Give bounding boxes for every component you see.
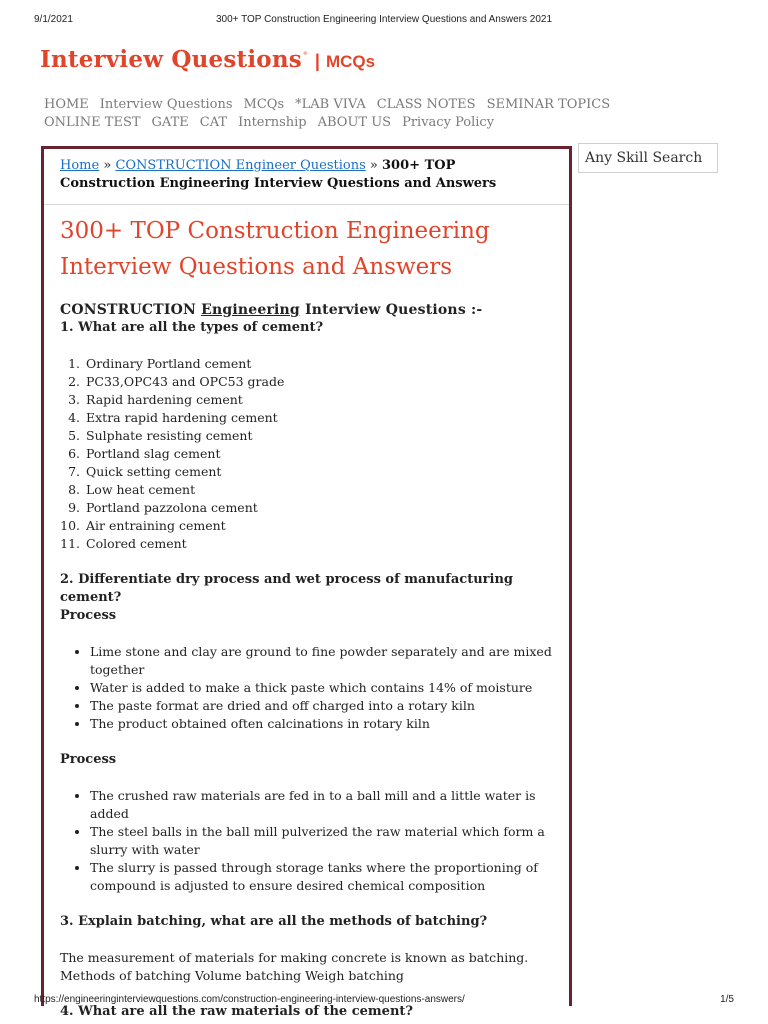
list-item: • Water is added to make a thick paste which contains 14% of moisture bbox=[90, 679, 555, 697]
heading-suffix: Interview Questions :- bbox=[304, 302, 483, 318]
article-body bbox=[60, 301, 555, 1021]
list-item: • The slurry is passed through storage tanks where the proportioning of compound is adjusted to ensure desired chemical composition bbox=[90, 859, 555, 895]
heading-keyword: Engineering bbox=[201, 302, 300, 318]
list-item: 8. Low heat cement bbox=[84, 481, 555, 499]
logo-mcqs[interactable]: MCQs bbox=[325, 52, 376, 71]
answer-3: The measurement of materials for making concrete is known as batching. Methods of batching Volume batching Weigh batching bbox=[60, 950, 529, 983]
list-item: • The crushed raw materials are fed in to a ball mill and a little water is added bbox=[90, 787, 555, 823]
breadcrumb-separator: » bbox=[103, 158, 112, 173]
list-item: 2. PC33,OPC43 and OPC53 grade bbox=[84, 373, 555, 391]
skill-search-input[interactable] bbox=[578, 143, 718, 173]
page-title: 300+ TOP Construction Engineering Interview Questions and Answers bbox=[60, 218, 490, 280]
list-item: 7. Quick setting cement bbox=[84, 463, 555, 481]
list-item: 5. Sulphate resisting cement bbox=[84, 427, 555, 445]
breadcrumb-current: 300+ TOP Construction Engineering Interview Questions and Answers bbox=[60, 158, 497, 191]
wet-process-list bbox=[60, 787, 555, 895]
process-label: Process bbox=[60, 608, 117, 623]
cement-types-list bbox=[60, 355, 555, 553]
logo-trademark: ® bbox=[302, 51, 308, 57]
dry-process-list bbox=[60, 643, 555, 733]
breadcrumb-home-link[interactable]: Home bbox=[60, 158, 100, 173]
nav-item-internship[interactable]: Internship bbox=[238, 115, 307, 130]
breadcrumb bbox=[60, 157, 550, 193]
main-nav bbox=[44, 96, 724, 132]
article-container bbox=[41, 146, 572, 1019]
question-2: 2. Differentiate dry process and wet process of manufacturing cement? bbox=[60, 572, 514, 605]
nav-item-class-notes[interactable]: CLASS NOTES bbox=[376, 97, 476, 112]
breadcrumb-separator: » bbox=[369, 158, 378, 173]
nav-item-interview-questions[interactable]: Interview Questions bbox=[99, 97, 233, 112]
list-item: 6. Portland slag cement bbox=[84, 445, 555, 463]
question-1: 1. What are all the types of cement? bbox=[60, 320, 324, 335]
question-4: 4. What are all the raw materials of the cement? bbox=[60, 1004, 414, 1019]
list-item: 4. Extra rapid hardening cement bbox=[84, 409, 555, 427]
list-item: 10. Air entraining cement bbox=[84, 517, 555, 535]
list-item: 1. Ordinary Portland cement bbox=[84, 355, 555, 373]
print-title: 300+ TOP Construction Engineering Interview Questions and Answers 2021 bbox=[215, 14, 553, 25]
nav-item-online-test[interactable]: ONLINE TEST bbox=[44, 115, 141, 130]
nav-item-cat[interactable]: CAT bbox=[199, 115, 228, 130]
process-label: Process bbox=[60, 752, 117, 767]
nav-item-privacy-policy[interactable]: Privacy Policy bbox=[402, 115, 495, 130]
breadcrumb-divider bbox=[44, 204, 569, 205]
site-logo[interactable] bbox=[40, 46, 375, 82]
logo-text[interactable]: Interview Questions bbox=[40, 46, 302, 73]
list-item: • The paste format are dried and off charged into a rotary kiln bbox=[90, 697, 555, 715]
section-heading bbox=[60, 301, 555, 319]
nav-item-lab-viva[interactable]: *LAB VIVA bbox=[295, 97, 366, 112]
nav-item-gate[interactable]: GATE bbox=[151, 115, 189, 130]
list-item: • The product obtained often calcinations in rotary kiln bbox=[90, 715, 555, 733]
list-item: • Lime stone and clay are ground to fine powder separately and are mixed together bbox=[90, 643, 555, 679]
print-header bbox=[0, 14, 768, 30]
print-footer bbox=[0, 994, 768, 1010]
logo-separator: | bbox=[314, 51, 320, 71]
question-3: 3. Explain batching, what are all the methods of batching? bbox=[60, 914, 488, 929]
list-item: 3. Rapid hardening cement bbox=[84, 391, 555, 409]
nav-item-seminar-topics[interactable]: SEMINAR TOPICS bbox=[486, 97, 611, 112]
breadcrumb-category-link[interactable]: CONSTRUCTION Engineer Questions bbox=[115, 158, 366, 173]
nav-item-home[interactable]: HOME bbox=[44, 97, 89, 112]
nav-item-about-us[interactable]: ABOUT US bbox=[317, 115, 392, 130]
nav-item-mcqs[interactable]: MCQs bbox=[243, 97, 285, 112]
list-item: • The steel balls in the ball mill pulverized the raw material which form a slurry with water bbox=[90, 823, 555, 859]
print-url: https://engineeringinterviewquestions.com/construction-engineering-interview-questions-answers/ bbox=[34, 994, 465, 1005]
print-page-number: 1/5 bbox=[720, 994, 734, 1005]
list-item: 11. Colored cement bbox=[84, 535, 555, 553]
print-date: 9/1/2021 bbox=[34, 14, 73, 25]
heading-prefix: CONSTRUCTION bbox=[60, 302, 197, 318]
list-item: 9. Portland pazzolona cement bbox=[84, 499, 555, 517]
